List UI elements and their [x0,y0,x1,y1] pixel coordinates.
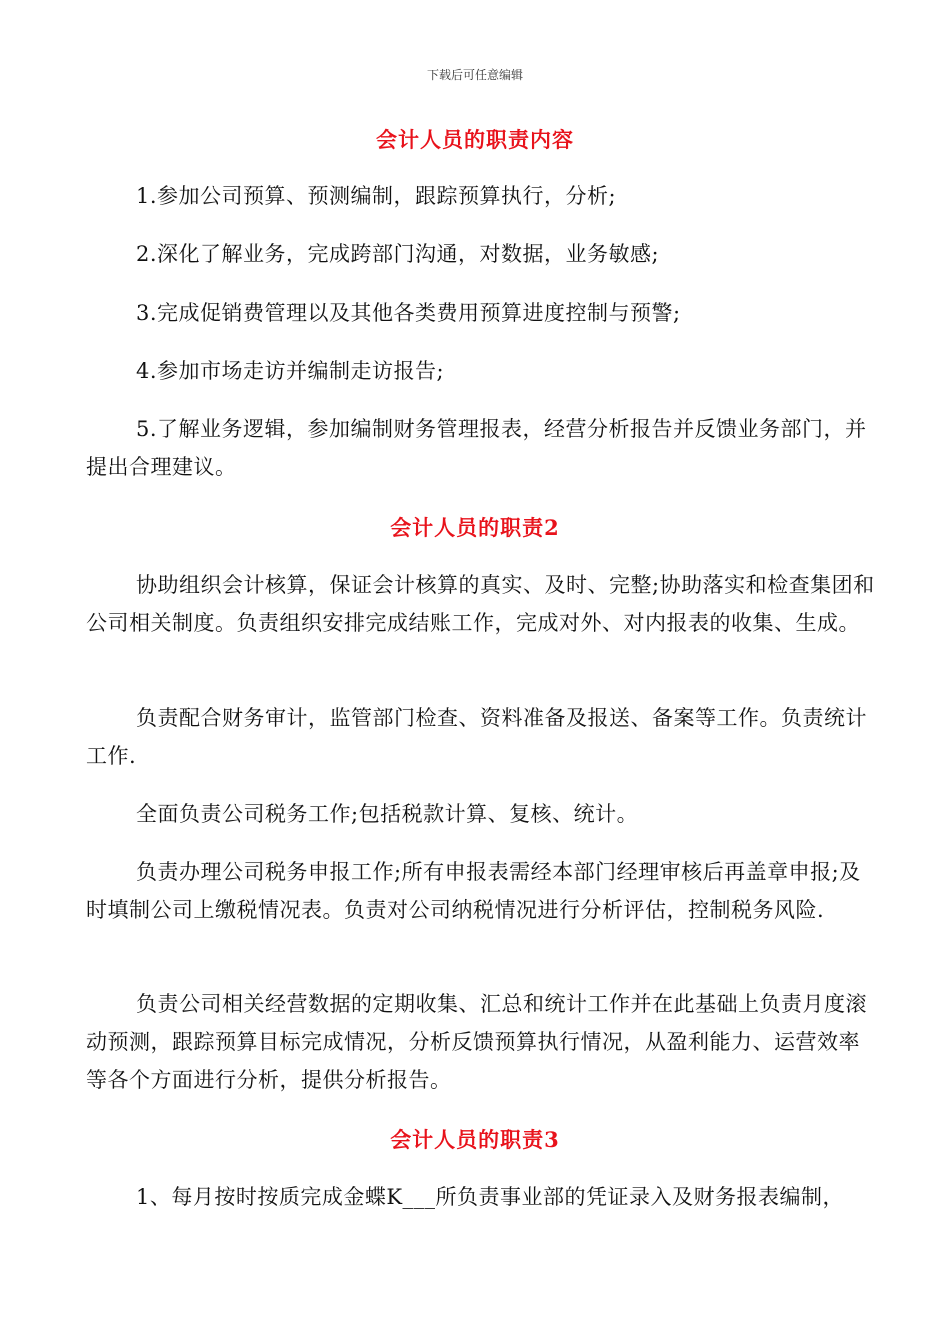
paragraph: 2.深化了解业务，完成跨部门沟通，对数据，业务敏感; [136,242,660,266]
section-heading-3: 会计人员的职责3 [390,1127,560,1152]
section-heading-1: 会计人员的职责内容 [376,127,574,152]
header-note: 下载后可任意编辑 [426,68,523,82]
paragraph: 3.完成促销费管理以及其他各类费用预算进度控制与预警; [136,301,681,325]
paragraph: 5.了解业务逻辑，参加编制财务管理报表，经营分析报告并反馈业务部门，并提出合理建议。 [86,417,867,479]
paragraph: 负责配合财务审计，监管部门检查、资料准备及报送、备案等工作。负责统计工作. [86,706,867,768]
paragraph: 4.参加市场走访并编制走访报告; [136,359,445,383]
paragraph: 1.参加公司预算、预测编制，跟踪预算执行，分析; [136,184,617,208]
paragraph: 负责办理公司税务申报工作;所有申报表需经本部门经理审核后再盖章申报;及时填制公司上缴税情况表。负责对公司纳税情况进行分析评估，控制税务风险. [86,860,861,922]
paragraph: 全面负责公司税务工作;包括税款计算、复核、统计。 [136,802,639,826]
paragraph: 1、每月按时按质完成金蝶K___所负责事业部的凭证录入及财务报表编制， [136,1185,845,1209]
paragraph: 负责公司相关经营数据的定期收集、汇总和统计工作并在此基础上负责月度滚动预测，跟踪预算目标完成情况，分析反馈预算执行情况，从盈利能力、运营效率等各个方面进行分析，提供分析报告。 [86,992,867,1092]
paragraph: 协助组织会计核算，保证会计核算的真实、及时、完整;协助落实和检查集团和公司相关制度。负责组织安排完成结账工作，完成对外、对内报表的收集、生成。 [86,573,875,635]
section-heading-2: 会计人员的职责2 [390,515,560,540]
